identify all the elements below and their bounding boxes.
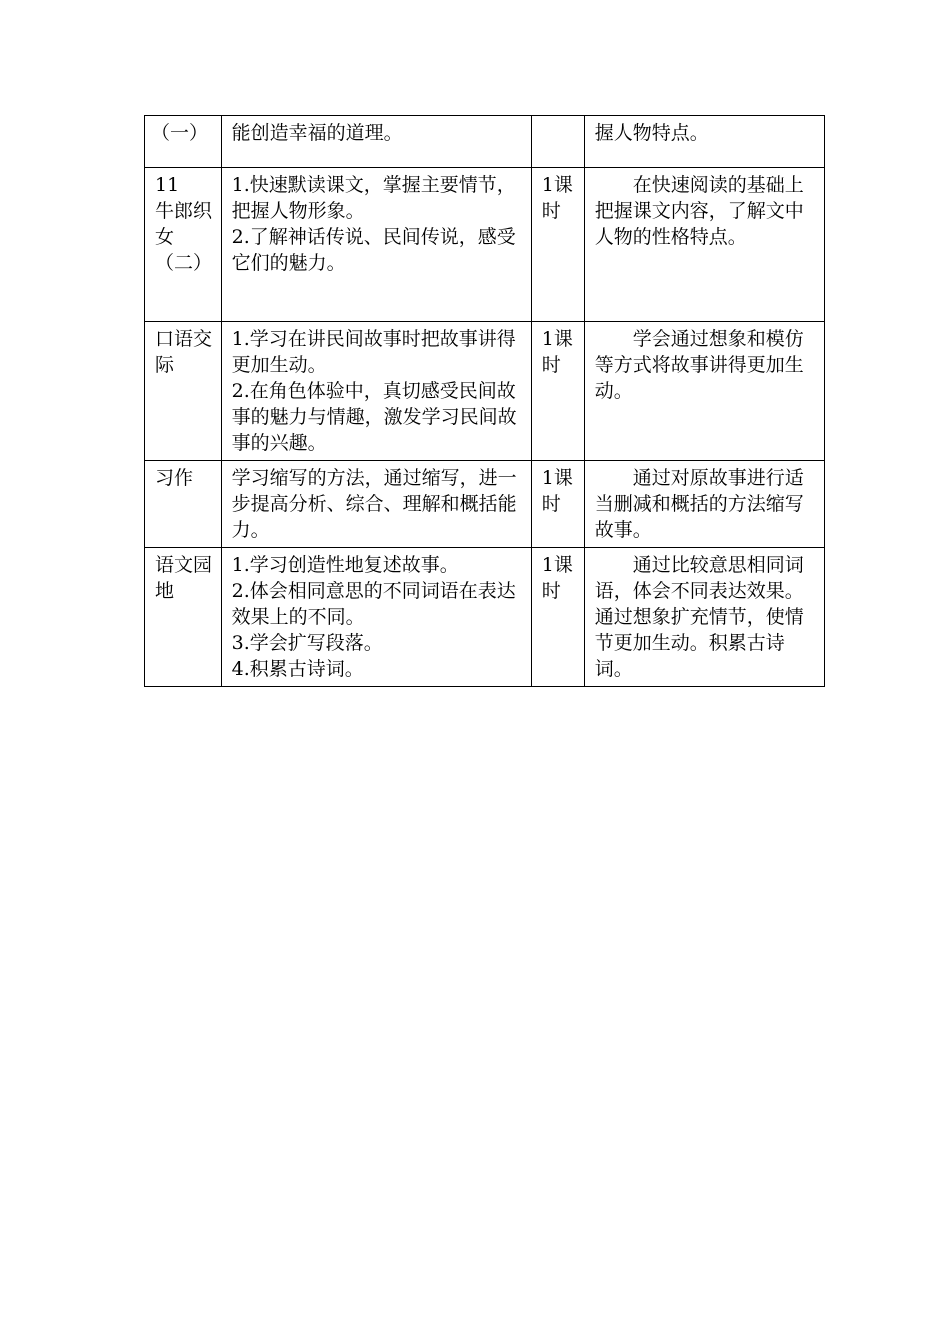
key-points-text: 学会通过想象和模仿等方式将故事讲得更加生动。 [594,328,804,402]
class-hours-cell [531,461,584,548]
lesson-title-line: 口语交际 [155,328,213,376]
teaching-goal-cell [221,168,531,322]
key-points-text: 通过对原故事进行适当删减和概括的方法缩写故事。 [594,467,804,541]
lesson-title-line: 语文园地 [155,554,213,602]
table-row [145,168,825,322]
teaching-goal-cell [221,461,531,548]
key-points-text: 通过比较意思相同词语，体会不同表达效果。通过想象扩充情节，使情节更加生动。积累古诗词。 [594,554,804,680]
table-row [145,548,825,687]
key-points-text: 握人物特点。 [594,122,709,144]
class-hours-cell [531,322,584,461]
class-hours-text: 1课时 [541,174,573,222]
class-hours-text: 1课时 [541,328,573,376]
key-points-cell [584,461,824,548]
table-row [145,461,825,548]
teaching-goal-line: 1.学习创造性地复述故事。 [231,554,459,576]
teaching-goal-line: 3.学会扩写段落。 [231,632,383,654]
lesson-title-line: （二） [155,252,213,274]
teaching-goal-line: 2.在角色体验中，真切感受民间故事的魅力与情趣，激发学习民间故事的兴趣。 [231,380,517,454]
class-hours-cell [531,168,584,322]
teaching-goal-cell [221,116,531,168]
lesson-title-line: （一） [151,122,209,144]
key-points-cell [584,116,824,168]
teaching-goal-line: 1.学习在讲民间故事时把故事讲得更加生动。 [231,328,516,376]
teaching-goal-cell [221,548,531,687]
lesson-title-cell [145,168,222,322]
class-hours-text: 1课时 [541,467,573,515]
teaching-goal-line: 2.体会相同意思的不同词语在表达效果上的不同。 [231,580,516,628]
class-hours-cell [531,116,584,168]
table-row [145,322,825,461]
key-points-cell [584,168,824,322]
lesson-title-cell [145,116,222,168]
class-hours-text: 1课时 [541,554,573,602]
lesson-title-line: 牛郎织 [155,200,213,222]
teaching-goal-cell [221,322,531,461]
lesson-title-cell [145,461,222,548]
teaching-goal-line: 4.积累古诗词。 [231,658,364,680]
teaching-goal-line: 学习缩写的方法，通过缩写，进一步提高分析、综合、理解和概括能力。 [231,467,517,541]
key-points-text: 在快速阅读的基础上把握课文内容，了解文中人物的性格特点。 [594,174,804,248]
lesson-title-cell [145,548,222,687]
key-points-cell [584,548,824,687]
teaching-goal-line: 1.快速默读课文，掌握主要情节，把握人物形象。 [231,174,516,222]
table-row [145,116,825,168]
key-points-cell [584,322,824,461]
lesson-plan-table [144,115,825,687]
teaching-goal-line: 能创造幸福的道理。 [231,122,403,144]
teaching-goal-line: 2.了解神话传说、民间传说，感受它们的魅力。 [231,226,516,274]
lesson-title-line: 女 [155,226,175,248]
lesson-title-line: 习作 [155,467,194,489]
lesson-title-line: 11 [155,174,180,196]
lesson-title-cell [145,322,222,461]
class-hours-cell [531,548,584,687]
